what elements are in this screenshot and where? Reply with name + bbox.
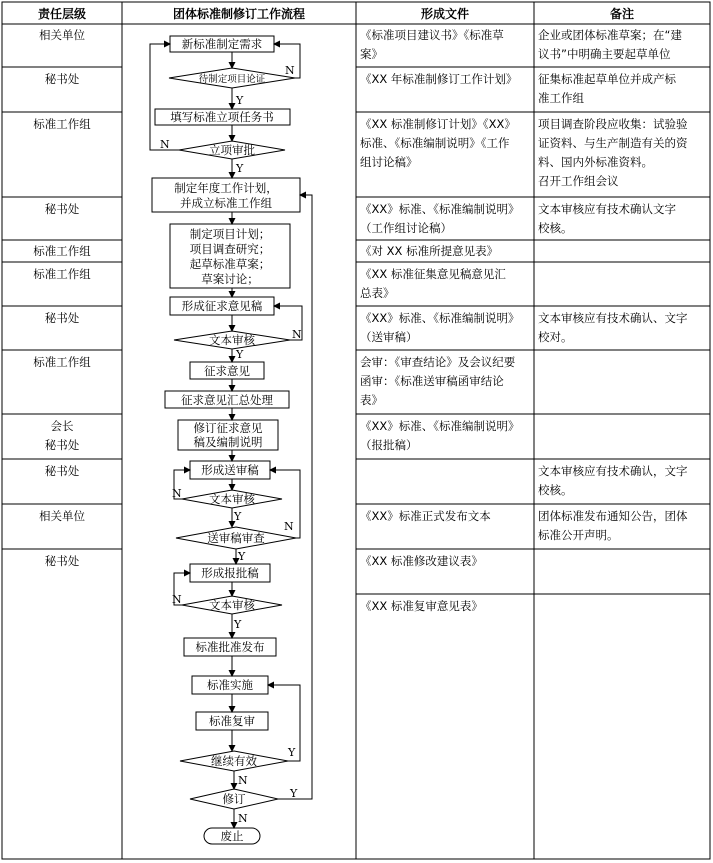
- label-no: N: [285, 64, 295, 77]
- flow-draft-comment: 形成征求意见稿: [181, 299, 263, 313]
- flow-project-3: 起草标准草案；: [189, 257, 271, 271]
- flow-approval-draft: 形成报批稿: [201, 566, 259, 580]
- remark-cell: 项目调查阶段应收集：试验验 证资料、与生产制造有关的资 料、国内外标准资料。 召开工作组会议: [538, 117, 688, 188]
- label-no: N: [292, 328, 302, 341]
- document-cell: 《对 XX 标准所提意见表》: [360, 244, 499, 258]
- party-cell: 标准工作组: [33, 117, 91, 131]
- document-cell: 《XX 年标准制修订工作计划》: [360, 72, 518, 86]
- flow-fill-task-book: 填写标准立项任务书: [170, 110, 274, 124]
- flow-project-4: 草案讨论；: [201, 272, 259, 286]
- flow-abolish: 废止: [220, 829, 244, 843]
- party-cell: 标准工作组: [33, 355, 91, 369]
- document-cell: 《XX》标准正式发布文本: [360, 509, 491, 523]
- flow-submission-draft: 形成送审稿: [201, 463, 259, 477]
- header-responsibility: 责任层级: [37, 7, 86, 21]
- remark-cell: 文本审核应有技术确认，文字 校核。: [538, 464, 688, 497]
- remark-cell: 企业或团体标准草案；在“建 议书”中明确主要起草单位: [538, 28, 682, 61]
- flow-solicit: 征求意见: [204, 364, 250, 378]
- document-cell: 《XX 标准制修订计划》《XX》 标准、《标准编制说明》《工作 组讨论稿》: [360, 117, 516, 169]
- party-cell: 会长 秘书处: [44, 419, 80, 452]
- label-yes: Y: [236, 162, 244, 175]
- flow-re-review: 标准复审: [209, 714, 255, 728]
- document-cell: 《XX》标准、《标准编制说明》 （报批稿）: [360, 419, 520, 452]
- label-yes: Y: [236, 94, 244, 107]
- flow-annual-plan-1: 制定年度工作计划，: [174, 181, 278, 195]
- flow-text-review-3: 文本审核: [209, 598, 255, 612]
- flow-revise-draft-2: 稿及编制说明: [193, 435, 263, 449]
- label-no: N: [172, 487, 182, 500]
- label-no: N: [160, 138, 170, 151]
- document-cell: 《XX 标准征集意见稿意见汇 总表》: [360, 267, 506, 300]
- label-yes: Y: [234, 510, 242, 523]
- party-cell: 标准工作组: [33, 244, 91, 258]
- flow-still-valid: 继续有效: [211, 754, 257, 768]
- party-cell: 秘书处: [44, 554, 80, 568]
- document-cell-extra: 《XX 标准复审意见表》: [360, 599, 483, 613]
- flow-new-demand: 新标准制定需求: [181, 37, 263, 51]
- flow-annual-plan-2: 并成立标准工作组: [180, 196, 272, 210]
- flow-project-1: 制定项目计划；: [189, 227, 271, 241]
- flow-revise: 修订: [222, 792, 246, 806]
- flow-summarize: 征求意见汇总处理: [181, 393, 273, 407]
- flow-revise-draft-1: 修订征求意见: [193, 421, 263, 435]
- header-remarks: 备注: [609, 7, 634, 21]
- label-no: N: [172, 593, 182, 606]
- label-no: N: [238, 774, 248, 787]
- party-cell: 秘书处: [44, 72, 80, 86]
- document-cell: 《XX 标准修改建议表》: [360, 554, 483, 568]
- party-cell: 秘书处: [44, 202, 80, 216]
- party-cell: 标准工作组: [33, 267, 91, 281]
- flow-implement: 标准实施: [207, 678, 253, 692]
- flow-project-2: 项目调查研究；: [189, 242, 271, 256]
- document-cell: 《标准项目建议书》《标准草 案》: [360, 28, 504, 61]
- label-no: N: [238, 812, 248, 825]
- flow-text-review-1: 文本审核: [209, 333, 255, 347]
- remark-cell: 文本审核应有技术确认文字 校核。: [538, 202, 676, 235]
- remark-cell: 团体标准发布通知公告，团体 标准公开声明。: [538, 509, 688, 542]
- party-cell: 秘书处: [44, 311, 80, 325]
- party-cell: 秘书处: [44, 464, 80, 478]
- document-cell: 《XX》标准、《标准编制说明》 （工作组讨论稿）: [360, 202, 520, 235]
- flow-approval: 立项审批: [209, 143, 255, 157]
- label-yes: Y: [290, 787, 298, 800]
- flow-pending-review: 待制定项目论证: [198, 74, 266, 85]
- remark-cell: 征集标准起草单位并成产标 准工作组: [538, 72, 676, 105]
- label-no: N: [284, 520, 294, 533]
- party-cell: 相关单位: [39, 509, 85, 523]
- document-cell: 《XX》标准、《标准编制说明》 （送审稿）: [360, 311, 520, 344]
- flow-text-review-2: 文本审核: [209, 492, 255, 506]
- flow-publish: 标准批准发布: [195, 640, 265, 654]
- label-yes: Y: [288, 746, 296, 759]
- party-cell: 相关单位: [39, 28, 85, 42]
- label-yes: Y: [236, 348, 244, 361]
- document-cell: 会审：《审查结论》及会议纪要 函审：《标准送审稿函审结论 表》: [360, 355, 516, 407]
- header-flow: 团体标准制修订工作流程: [172, 7, 305, 21]
- header-documents: 形成文件: [420, 7, 469, 21]
- flow-submission-review: 送审稿审查: [207, 531, 265, 545]
- label-yes: Y: [238, 550, 246, 563]
- label-yes: Y: [234, 618, 242, 631]
- remark-cell: 文本审核应有技术确认、文字 校对。: [538, 311, 688, 344]
